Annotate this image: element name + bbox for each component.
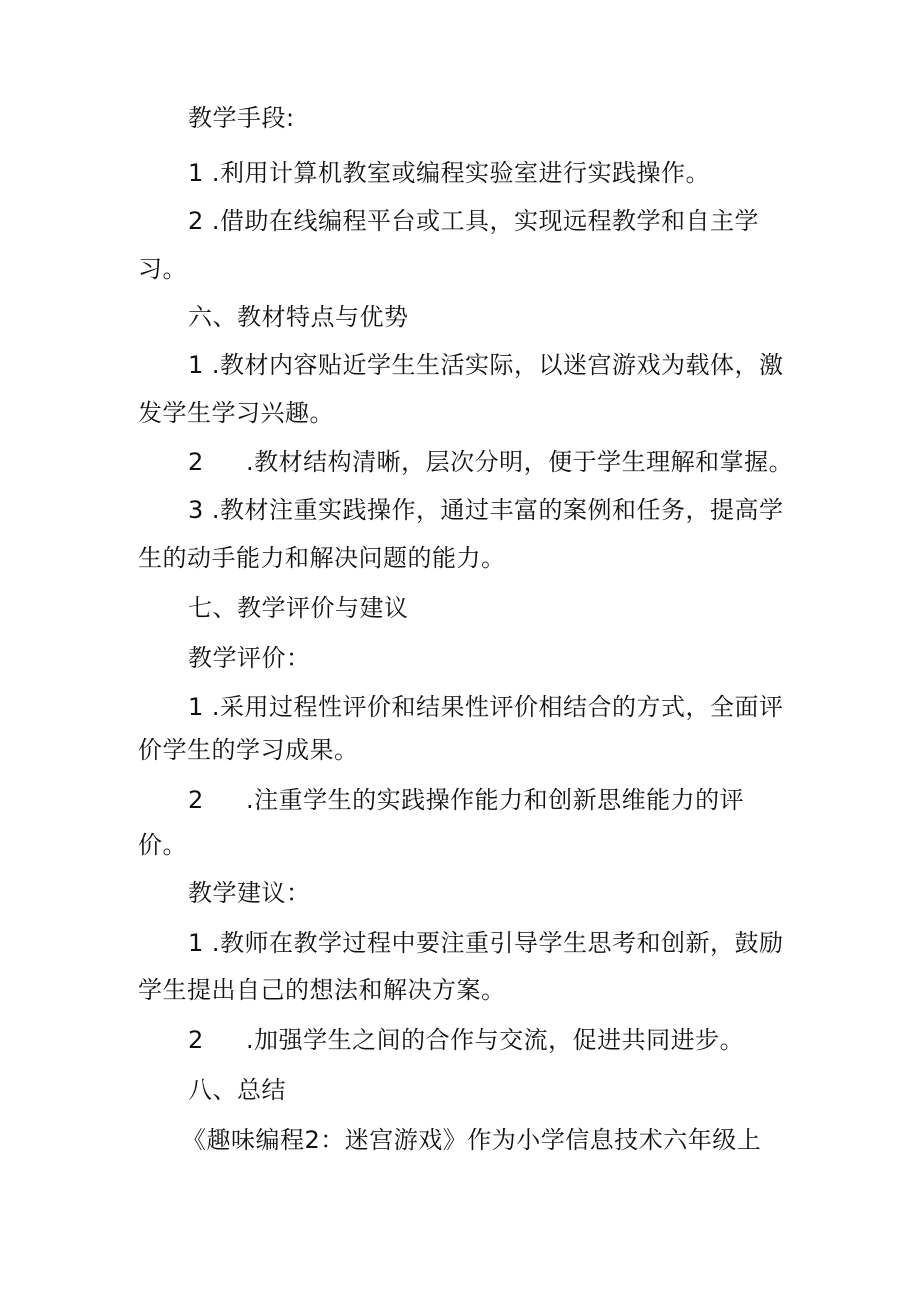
text-line: .注重学生的实践操作能力和创新思维能力的评 (246, 786, 745, 814)
list-number: 2 (188, 1026, 204, 1054)
text-line: 教学评价： (188, 644, 311, 672)
text-line: 价。 (138, 831, 187, 859)
text-line: 2 .借助在线编程平台或工具，实现远程教学和自主学 (188, 207, 760, 235)
text-line: 1 .利用计算机教室或编程实验室进行实践操作。 (188, 159, 711, 187)
section-heading: 六、教材特点与优势 (188, 303, 409, 331)
list-number: 2 (188, 448, 204, 476)
list-number: 2 (188, 786, 204, 814)
text-line: 学生提出自己的想法和解决方案。 (138, 976, 506, 1004)
text-line: 价学生的学习成果。 (138, 736, 359, 764)
text-line: .教材结构清晰，层次分明，便于学生理解和掌握。 (246, 448, 794, 476)
text-line: 1 .教材内容贴近学生生活实际，以迷宫游戏为载体，激 (188, 351, 784, 379)
text-line: 教学建议： (188, 879, 311, 907)
text-line: 生的动手能力和解决问题的能力。 (138, 544, 506, 572)
text-line: 教学手段: (188, 104, 295, 132)
section-heading: 七、教学评价与建议 (188, 594, 409, 622)
text-line: 1 .采用过程性评价和结果性评价相结合的方式，全面评 (188, 693, 784, 721)
text-line: 3 .教材注重实践操作，通过丰富的案例和任务，提高学 (188, 496, 784, 524)
section-heading: 八、总结 (188, 1076, 286, 1104)
text-line: 1 .教师在教学过程中要注重引导学生思考和创新，鼓励 (188, 929, 784, 957)
text-line: 习。 (138, 255, 187, 283)
text-line: 《趣味编程2：迷宫游戏》作为小学信息技术六年级上 (182, 1126, 762, 1154)
text-line: .加强学生之间的合作与交流，促进共同进步。 (246, 1026, 745, 1054)
text-line: 发学生学习兴趣。 (138, 399, 334, 427)
